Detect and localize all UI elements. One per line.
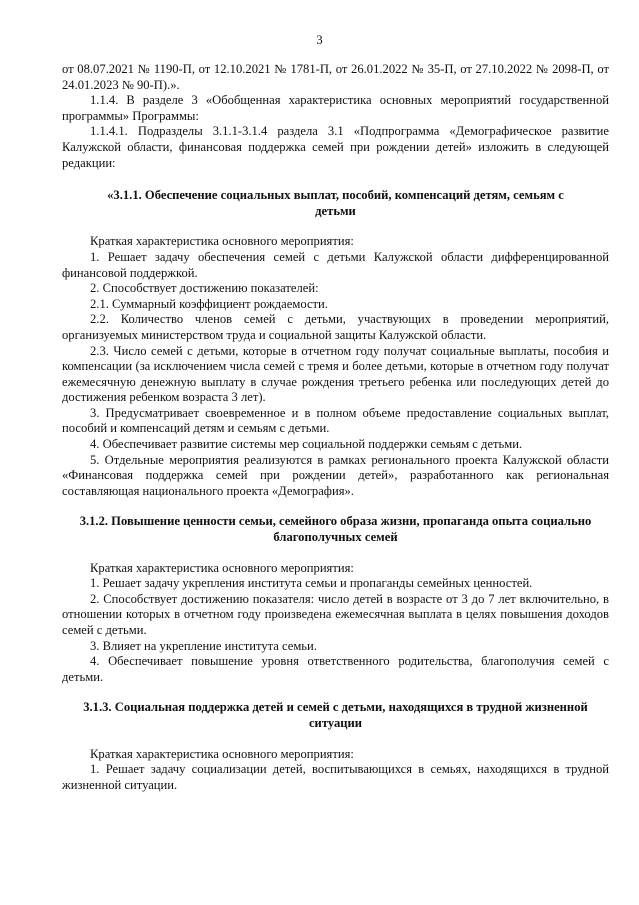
section-paragraph: 2.1. Суммарный коэффициент рождаемости. <box>90 296 328 311</box>
section-paragraph: 1. Решает задачу социализации детей, воспитывающихся в семьях, находящихся в трудной жизненной ситуации. <box>62 762 609 792</box>
section-paragraph: 2.2. Количество членов семей с детьми, участвующих в проведении мероприятий, организуемых министерством труда и социальной защиты Калужской области. <box>62 312 609 342</box>
section-paragraph: 3. Влияет на укрепление института семьи. <box>90 638 317 653</box>
section-heading: 3.1.2. Повышение ценности семьи, семейного образа жизни, пропаганда опыта социально благополучных семей <box>79 514 592 545</box>
section-heading: «3.1.1. Обеспечение социальных выплат, пособий, компенсаций детям, семьям с детьми <box>107 188 564 218</box>
section-paragraph: 2. Способствует достижению показателей: <box>90 281 319 296</box>
section-paragraph: 1. Решает задачу обеспечения семей с детьми Калужской области дифференцированной финансовой поддержкой. <box>62 249 609 280</box>
section-paragraph: 5. Отдельные мероприятия реализуются в рамках регионального проекта Калужской области «Финансовая поддержка семей при рождении детей», разработанного как региональная составляющая национального проекта «Демография». <box>62 452 609 498</box>
section-paragraph: 2.3. Число семей с детьми, которые в отчетном году получат социальные выплаты, пособия и компенсации (за исключением числа семей с тремя и более детьми, которые в отчетном году получат ежемесячную денежную выплату в случае рождения третьего ребенка или последующих детей до достижения ребенком возраста 3 лет). <box>62 343 609 405</box>
intro-paragraph: 1.1.4. В разделе 3 «Обобщенная характеристика основных мероприятий государственной программы» Программы: <box>62 93 609 123</box>
section-paragraph: Краткая характеристика основного мероприятия: <box>90 560 354 575</box>
section-paragraph: 1. Решает задачу укрепления института семьи и пропаганды семейных ценностей. <box>90 576 533 591</box>
document-body <box>62 62 609 793</box>
page-number: 3 <box>316 33 323 47</box>
section-heading: 3.1.3. Социальная поддержка детей и семей с детьми, находящихся в трудной жизненной ситуации <box>83 700 588 730</box>
section-paragraph: 4. Обеспечивает повышение уровня ответственного родительства, благополучия семей с детьми. <box>62 654 609 684</box>
section-paragraph: 3. Предусматривает своевременное и в полном объеме предоставление социальных выплат, пособий и компенсаций детям и семьям с детьми. <box>62 405 609 436</box>
intro-paragraph: 1.1.4.1. Подразделы 3.1.1-3.1.4 раздела 3.1 «Подпрограмма «Демографическое развитие Калужской области, финансовая поддержка семей при рождении детей» изложить в следующей редакции: <box>62 124 609 170</box>
section-paragraph: Краткая характеристика основного мероприятия: <box>90 746 354 761</box>
section-paragraph: 2. Способствует достижению показателя: число детей в возрасте от 3 до 7 лет включительно, в отношении которых в отчетном году произведена ежемесячная выплата в целях повышения доходов семей с детьми. <box>62 591 609 637</box>
intro-paragraph: от 08.07.2021 № 1190-П, от 12.10.2021 № 1781-П, от 26.01.2022 № 35-П, от 27.10.2022 № 2098-П, от 24.01.2023 № 90-П).». <box>62 62 609 92</box>
section-paragraph: Краткая характеристика основного мероприятия: <box>90 234 354 249</box>
section-paragraph: 4. Обеспечивает развитие системы мер социальной поддержки семьям с детьми. <box>90 437 523 452</box>
